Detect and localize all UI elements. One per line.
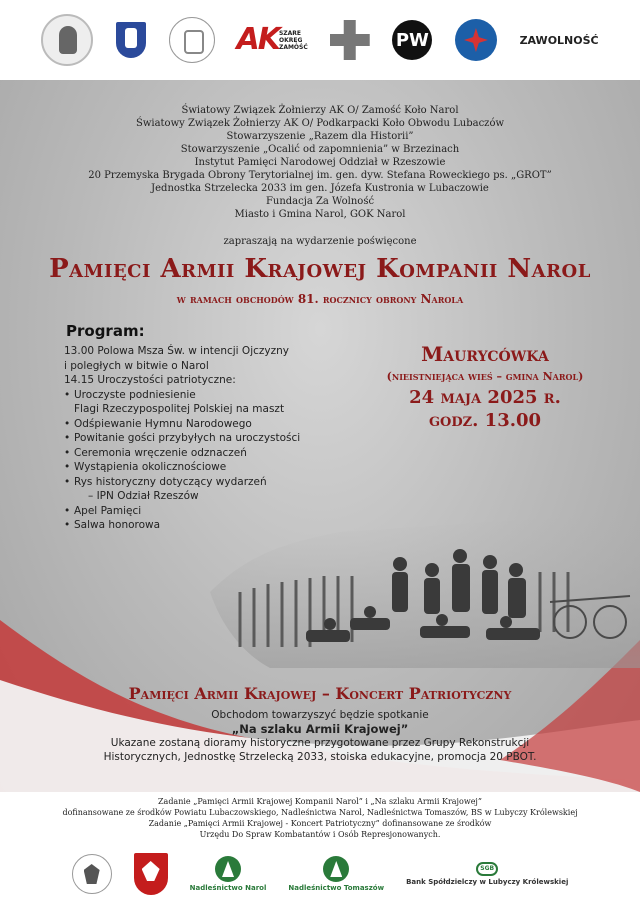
nadlesnictwo-narol-logo: [190, 856, 267, 892]
place-note: (nieistniejąca wieś – gmina Narol): [386, 370, 584, 383]
nadlesnictwo-tomaszow-label: Nadleśnictwo Tomaszów: [288, 884, 385, 892]
program-item: Flagi Rzeczypospolitej Polskiej na maszt: [74, 403, 285, 415]
concert-heading: Pamięci Armii Krajowej – Koncert Patriotyczny: [128, 684, 512, 703]
organizer-line: Stowarzyszenie „Ocalić od zapomnienia” w Brzezinach: [180, 144, 460, 155]
kombatanci-eagle-logo: [72, 854, 112, 894]
pw-anchor-logo: PW: [392, 20, 432, 60]
portrait-medal-logo: [41, 14, 93, 66]
organizer-line: Stowarzyszenie „Razem dla Historii”: [226, 131, 414, 142]
ipn-logo: [169, 17, 215, 63]
brigade-cross-logo: [330, 20, 370, 60]
organizer-line: Instytut Pamięci Narodowej Oddział w Rzeszowie: [194, 157, 446, 168]
header-logo-bar: [0, 0, 640, 80]
program-item: 14.15 Uroczystości patriotyczne:: [64, 374, 236, 386]
strzelec-star-logo: [455, 19, 497, 61]
tree-icon: [215, 856, 241, 882]
historical-soldiers-photo: [210, 472, 640, 668]
sgb-mark: SGB: [476, 862, 498, 876]
zawolnosc-logo: ZAWOLNOŚĆ: [519, 33, 599, 47]
program-item: • Wystąpienia okolicznościowe: [64, 460, 364, 475]
program-item: 13.00 Polowa Msza Św. w intencji Ojczyzny: [64, 345, 289, 357]
organizer-line: Fundacja Za Wolność: [265, 196, 375, 207]
organizer-line: Światowy Związek Żołnierzy AK O/ Podkarpacki Koło Obwodu Lubaczów: [135, 118, 505, 129]
program-heading: Program:: [66, 322, 145, 340]
program-item: • Ceremonia wręczenie odznaczeń: [64, 446, 364, 461]
footer-line: Zadanie „Pamięci Armii Krajowej Kompanii Narol” i „Na szlaku Armii Krajowej”: [157, 797, 482, 806]
bank-name-label: Bank Spółdzielczy w Lubyczy Królewskiej: [406, 878, 569, 886]
organizer-line: 20 Przemyska Brygada Obrony Terytorialnej im. gen. dyw. Stefana Roweckiego ps. „GROT”: [88, 170, 552, 181]
program-item: • Salwa honorowa: [64, 518, 364, 533]
powiat-lubaczowski-logo: [134, 853, 168, 895]
concert-event-name: „Na szlaku Armii Krajowej”: [231, 722, 409, 736]
footer-line: Zadanie „Pamięci Armii Krajowej - Koncert Patriotyczny” dofinansowane ze środków: [148, 819, 492, 828]
concert-description: [0, 708, 640, 764]
nadlesnictwo-narol-label: Nadleśnictwo Narol: [189, 884, 267, 892]
program-item: – IPN Odział Rzeszów: [88, 490, 199, 502]
program-item: • Apel Pamięci: [64, 504, 364, 519]
program-item: • Odśpiewanie Hymnu Narodowego: [64, 417, 364, 432]
concert-line: Obchodom towarzyszyć będzie spotkanie: [211, 709, 429, 721]
concert-line: Historycznych, Jednostkę Strzelecką 2033, stoiska edukacyjne, promocja 20 PBOT.: [103, 751, 537, 763]
ak-logo-text: AK: [236, 22, 279, 57]
event-place-date: [340, 342, 630, 431]
place-name: Maurycówka: [421, 342, 549, 366]
event-subtitle: w ramach obchodów 81. rocznicy obrony Narola: [176, 292, 464, 306]
footer-line: Urzędu Do Spraw Kombatantów i Osób Represjonowanych.: [199, 830, 441, 839]
program-item: i poległych w bitwie o Narol: [64, 359, 209, 372]
organizer-line: Miasto i Gmina Narol, GOK Narol: [234, 209, 406, 220]
sponsor-logos: [0, 846, 640, 902]
program-item: • Powitanie gości przybyłych na uroczystości: [64, 431, 364, 446]
program-item: • Rys historyczny dotyczący wydarzeń: [64, 475, 364, 490]
funding-footer: [0, 796, 640, 840]
invite-text: zapraszają na wydarzenie poświęcone: [223, 236, 417, 247]
ak-szare-logo: [237, 20, 307, 60]
organizer-line: Światowy Związek Żołnierzy AK O/ Zamość Koło Narol: [181, 105, 459, 116]
event-time: godz. 13.00: [428, 410, 542, 431]
program-item: • Uroczyste podniesienie: [64, 388, 364, 403]
narol-coat-of-arms-logo: [116, 22, 146, 58]
nadlesnictwo-tomaszow-logo: [288, 856, 384, 892]
ak-logo-subtitle: SZARE OKRĘG ZAMOŚĆ: [278, 29, 308, 51]
organizers-list: [0, 104, 640, 221]
tree-icon: [323, 856, 349, 882]
organizer-line: Jednostka Strzelecka 2033 im gen. Józefa Kustronia w Lubaczowie: [151, 183, 489, 194]
concert-line: Ukazane zostaną dioramy historyczne przygotowane przez Grupy Rekonstrukcji: [110, 737, 530, 749]
event-date: 24 maja 2025 r.: [409, 387, 561, 408]
poster-body: [0, 80, 640, 792]
event-title: Pamięci Armii Krajowej Kompanii Narol: [49, 254, 591, 284]
footer-line: dofinansowane ze środków Powiatu Lubaczowskiego, Nadleśnictwa Narol, Nadleśnictwa Tomaszów, BS w Lubyczy Królewskiej: [62, 808, 578, 817]
bank-spoldzielczy-logo: [406, 862, 568, 886]
